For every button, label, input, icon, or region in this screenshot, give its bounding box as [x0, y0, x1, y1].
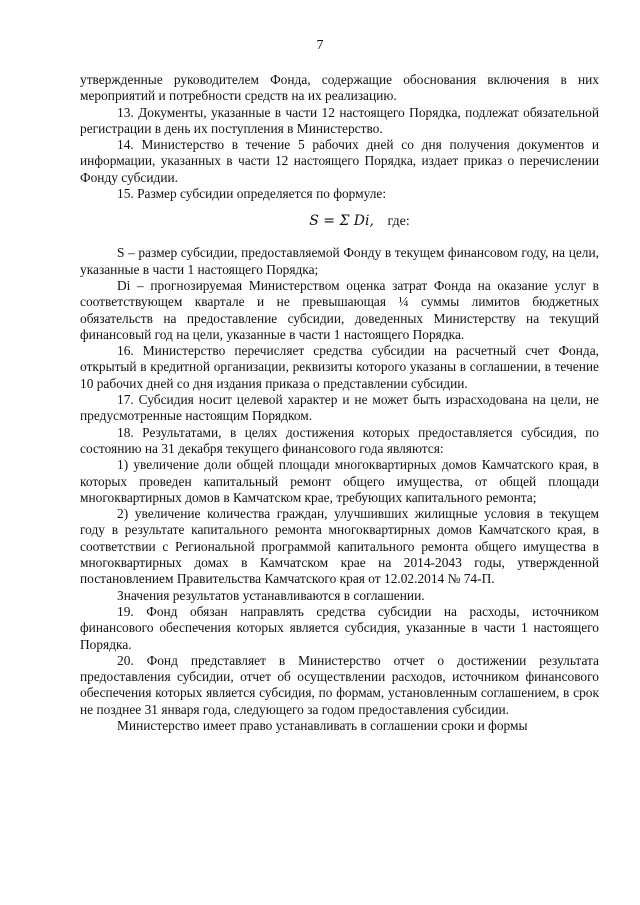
paragraph-18: 18. Результатами, в целях достижения которых предоставляется субсидия, по состоянию на 31 декабря текущего финансового года являются:: [80, 424, 599, 456]
document-body: [80, 72, 599, 734]
page-number: 7: [316, 38, 324, 53]
paragraph-19: 19. Фонд обязан направлять средства субсидии на расходы, источником финансового обеспечения которых является субсидия, указанные в части 1 настоящего Порядка.: [80, 603, 599, 652]
subsidy-formula: [80, 210, 599, 233]
result-item-1: 1) увеличение доли общей площади многоквартирных домов Камчатского края, в которых проведен капитальный ремонт общего имущества, от общей площади многоквартирных домов в Камчатском крае, требующих капитального ремонта;: [80, 457, 599, 505]
paragraph-17: 17. Субсидия носит целевой характер и не может быть израсходована на цели, не предусмотренные настоящим Порядком.: [80, 392, 599, 424]
paragraph-continuation: утвержденные руководителем Фонда, содержащие обоснования включения в них мероприятий и потребности средств на их реализацию.: [80, 72, 599, 104]
result-item-2: 2) увеличение количества граждан, улучшивших жилищные условия в текущем году в результате капитального ремонта многоквартирных домов Камчатского края, в соответствии с Региональной программой капитального ремонта общего имущества в многоквартирных домах в Камчатском крае на 2014-2043 годы, утвержденной постановлением Правительства Камчатского края от 12.02.2014 № 74-П.: [80, 506, 599, 587]
definition-s: S – размер субсидии, предоставляемой Фонду в текущем финансовом году, на цели, указанные в части 1 настоящего Порядка;: [80, 245, 599, 277]
paragraph-20: 20. Фонд представляет в Министерство отчет о достижении результата предоставления субсидии, отчет об осуществлении расходов, источником финансового обеспечения которых является субсидия, по формам, установленным соглашением, в срок не позднее 31 января года, следующего за годом предоставления субсидии.: [80, 652, 599, 717]
paragraph-13: 13. Документы, указанные в части 12 настоящего Порядка, подлежат обязательной регистрации в день их поступления в Министерство.: [80, 104, 599, 136]
paragraph-results-values: Значения результатов устанавливаются в соглашении.: [117, 587, 425, 603]
formula-expression: S = Σ Di,: [309, 213, 374, 230]
formula-suffix: где:: [387, 214, 410, 230]
definition-di: Di – прогнозируемая Министерством оценка затрат Фонда на оказание услуг в соответствующем квартале и не превышающая ¼ суммы лимитов бюджетных обязательств на предоставление субсидии, доведенных Министерству на текущий финансовый год на цели, указанные в части 1 настоящего Порядка.: [80, 277, 599, 342]
paragraph-16: 16. Министерство перечисляет средства субсидии на расчетный счет Фонда, открытый в кредитной организации, реквизиты которого указаны в соглашении, в течение 10 рабочих дней со дня издания приказа о представлении субсидии.: [80, 343, 599, 391]
paragraph-ministry-rights: Министерство имеет право устанавливать в соглашении сроки и формы: [117, 717, 528, 733]
paragraph-14: 14. Министерство в течение 5 рабочих дней со дня получения документов и информации, указанных в части 12 настоящего Порядка, издает приказ о перечислении Фонду субсидии.: [80, 137, 599, 185]
paragraph-15: 15. Размер субсидии определяется по формуле:: [117, 186, 387, 202]
